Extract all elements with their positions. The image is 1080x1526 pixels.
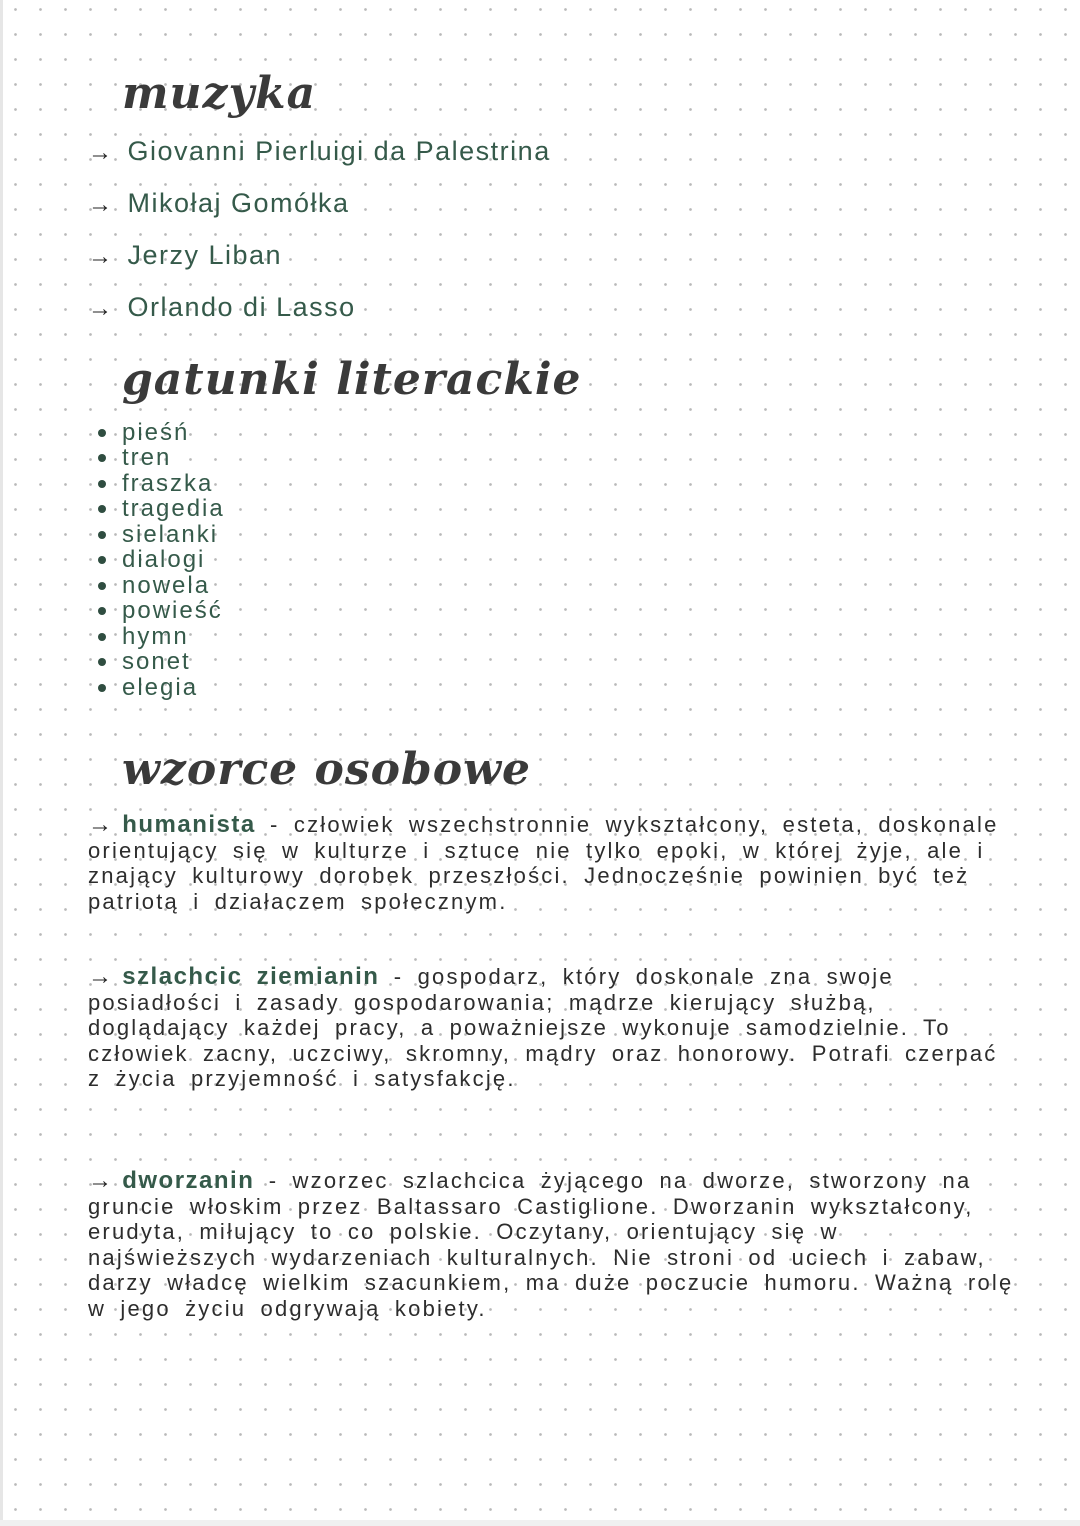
arrow-right-icon: →: [88, 191, 114, 218]
arrow-right-icon: →: [88, 811, 115, 838]
genre-label: hymn: [122, 622, 189, 650]
genre-label: tren: [122, 444, 172, 472]
definition-dworzanin: [88, 1168, 1018, 1322]
definition-term: szlachcic ziemianin: [122, 963, 380, 990]
genre-item: [92, 573, 225, 599]
genre-item: [92, 522, 225, 548]
page-edge-bottom: [0, 1520, 1080, 1526]
definition-lead: [88, 964, 379, 990]
definition-humanista: [88, 812, 1018, 914]
definition-term: dworzanin: [122, 1167, 255, 1194]
arrow-right-icon: →: [88, 963, 115, 990]
music-item: [88, 188, 350, 219]
genre-item: [92, 446, 225, 472]
arrow-right-icon: →: [88, 243, 114, 270]
music-item: [88, 136, 551, 167]
definition-text: - gospodarz, który doskonale zna swoje posiadłości i zasady gospodarowania; mądrze kierujący służbą, doglądający każdej pracy, a poważniejsze wykonuje samodzielnie. To człowiek zacny, uczciwy, skromny, mądry oraz honorowy. Potrafi czerpać z życia przyjemność i satysfakcję.: [88, 964, 998, 1092]
music-item-label: Orlando di Lasso: [127, 292, 356, 322]
heading-wzorce-osobowe: wzorce osobowe: [122, 744, 531, 795]
bullet-dot-icon: [98, 454, 106, 462]
genre-item: [92, 675, 225, 701]
definition-lead: [88, 1168, 254, 1194]
music-item-label: Giovanni Pierluigi da Palestrina: [127, 136, 551, 166]
bullet-dot-icon: [98, 480, 106, 488]
genre-label: elegia: [122, 673, 199, 701]
music-item: [88, 292, 356, 323]
genre-label: tragedia: [122, 495, 225, 523]
genre-item: [92, 599, 225, 625]
arrow-right-icon: →: [88, 295, 114, 322]
genre-label: sonet: [122, 648, 191, 676]
genre-item: [92, 497, 225, 523]
bullet-dot-icon: [98, 582, 106, 590]
genre-item: [92, 548, 225, 574]
bullet-dot-icon: [98, 531, 106, 539]
definition-text: - człowiek wszechstronnie wykształcony, esteta, doskonale orientujący się w kulturze i sztuce nie tylko epoki, w której żyje, ale i znający kulturowy dorobek przeszłości. Jednocześnie powinien być też patriotą i działaczem społecznym.: [88, 812, 999, 914]
page-edge-left: [0, 0, 3, 1526]
music-item-label: Mikołaj Gomółka: [127, 188, 350, 218]
definition-szlachcic-ziemianin: [88, 964, 1018, 1092]
definition-text: - wzorzec szlachcica żyjącego na dworze, stworzony na gruncie włoskim przez Baltassaro Castiglione. Dworzanin wykształcony, erudyta, miłujący to co polskie. Oczytany, orientujący się w najświeższych wydarzeniach kulturalnych. Nie stroni od uciech i zabaw, darzy władcę wielkim szacunkiem, ma duże poczucie humoru. Ważną rolę w jego życiu odgrywają kobiety.: [88, 1168, 1014, 1321]
genre-label: sielanki: [122, 520, 219, 548]
bullet-dot-icon: [98, 556, 106, 564]
music-item-label: Jerzy Liban: [127, 240, 283, 270]
arrow-right-icon: →: [88, 1167, 115, 1194]
bullet-dot-icon: [98, 684, 106, 692]
bullet-dot-icon: [98, 607, 106, 615]
bullet-dot-icon: [98, 505, 106, 513]
genre-label: nowela: [122, 571, 211, 599]
genre-item: [92, 471, 225, 497]
heading-gatunki-literackie: gatunki literackie: [122, 354, 582, 405]
heading-muzyka: muzyka: [122, 68, 317, 119]
definition-term: humanista: [122, 811, 256, 838]
genre-item: [92, 420, 225, 446]
bullet-dot-icon: [98, 633, 106, 641]
genre-item: [92, 624, 225, 650]
genre-label: pieśń: [122, 418, 190, 446]
genre-item: [92, 650, 225, 676]
genre-label: powieść: [122, 597, 223, 625]
definition-lead: [88, 812, 256, 838]
bullet-dot-icon: [98, 658, 106, 666]
bullet-dot-icon: [98, 429, 106, 437]
genre-list: [92, 420, 225, 701]
arrow-right-icon: →: [88, 139, 114, 166]
genre-label: dialogi: [122, 546, 206, 574]
music-item: [88, 240, 282, 271]
genre-label: fraszka: [122, 469, 214, 497]
